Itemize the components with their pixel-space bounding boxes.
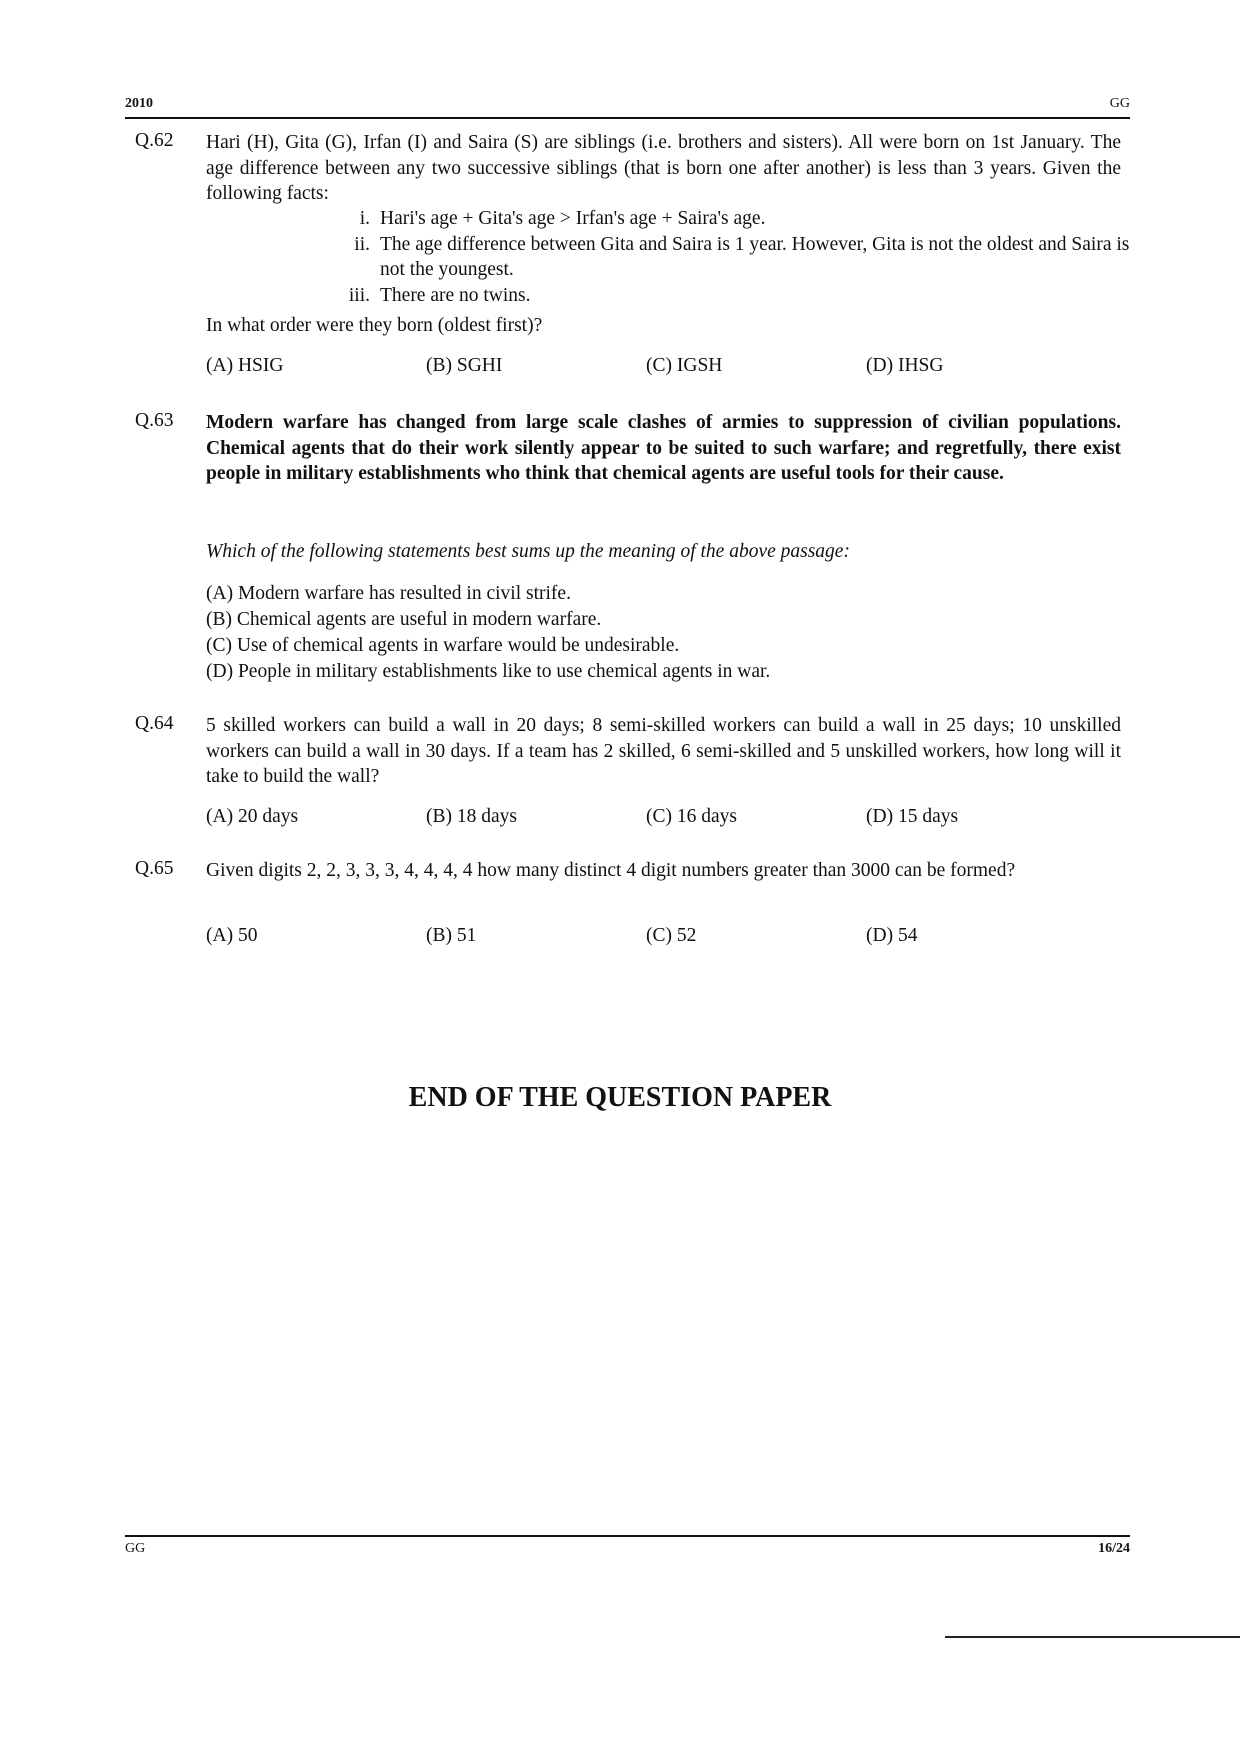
answer-options <box>206 581 1106 685</box>
option-c[interactable]: (C) 52 <box>646 925 697 946</box>
fact-item <box>330 206 1130 232</box>
option-d[interactable]: (D) 15 days <box>866 806 959 827</box>
option-d[interactable]: (D) People in military establishments like to use chemical agents in war. <box>206 661 771 682</box>
question-number: Q.62 <box>135 130 174 151</box>
option-b[interactable]: (B) Chemical agents are useful in modern warfare. <box>206 609 602 630</box>
option-c[interactable]: (C) Use of chemical agents in warfare would be undesirable. <box>206 635 680 656</box>
question-number: Q.64 <box>135 713 174 734</box>
option-a[interactable]: (A) 20 days <box>206 806 299 827</box>
question-stem: Given digits 2, 2, 3, 3, 3, 4, 4, 4, 4 how many distinct 4 digit numbers greater than 3000 can be formed? <box>206 860 1016 881</box>
option-a[interactable]: (A) Modern warfare has resulted in civil strife. <box>206 583 571 604</box>
fact-item <box>330 283 1130 309</box>
fact-numeral: iii. <box>348 284 370 306</box>
fact-item <box>330 232 1130 283</box>
option-d[interactable]: (D) IHSG <box>866 355 944 376</box>
question-prompt: Which of the following statements best sums up the meaning of the above passage: <box>206 541 850 562</box>
question-number: Q.63 <box>135 410 174 431</box>
fact-list <box>330 206 1130 308</box>
header-year: 2010 <box>125 96 153 111</box>
footer-page-number: 16/24 <box>1098 1541 1130 1556</box>
question-passage: Modern warfare has changed from large scale clashes of armies to suppression of civilian populations. Chemical agents that do their work silently appear to be suited to such warfare; and regretfully, there exist people in military establishments who think that chemical agents are useful tools for their cause. <box>206 412 1121 484</box>
option-c[interactable]: (C) IGSH <box>646 355 723 376</box>
footer-paper-code: GG <box>125 1541 146 1556</box>
header-paper-code: GG <box>1109 96 1130 111</box>
option-b[interactable]: (B) 18 days <box>426 806 517 827</box>
fact-text: Hari's age + Gita's age > Irfan's age + Saira's age. <box>380 208 766 229</box>
fact-numeral: i. <box>359 208 370 229</box>
question-stem: Hari (H), Gita (G), Irfan (I) and Saira (S) are siblings (i.e. brothers and sisters). All were born on 1st January. The age difference between any two successive siblings (that is born one after another) is less than 3 years. Given the following facts: <box>206 132 1121 204</box>
fact-text: The age difference between Gita and Saira is 1 year. However, Gita is not the oldest and Saira is not the youngest. <box>380 233 1130 280</box>
end-of-paper-heading: END OF THE QUESTION PAPER <box>408 1082 832 1113</box>
header-rule <box>125 117 1130 119</box>
question-stem: 5 skilled workers can build a wall in 20 days; 8 semi-skilled workers can build a wall in 25 days; 10 unskilled workers can build a wall in 30 days. If a team has 2 skilled, 6 semi-skilled and 5 unskilled workers, how long will it take to build the wall? <box>206 715 1121 787</box>
option-b[interactable]: (B) SGHI <box>426 355 503 376</box>
fact-text: There are no twins. <box>380 284 531 306</box>
scan-artifact-line <box>945 1636 1240 1638</box>
question-number: Q.65 <box>135 858 174 879</box>
footer-rule <box>125 1535 1130 1537</box>
option-b[interactable]: (B) 51 <box>426 925 477 946</box>
option-d[interactable]: (D) 54 <box>866 925 918 946</box>
option-a[interactable]: (A) HSIG <box>206 355 284 376</box>
fact-numeral: ii. <box>354 233 370 255</box>
option-c[interactable]: (C) 16 days <box>646 806 737 827</box>
question-prompt: In what order were they born (oldest first)? <box>206 315 543 336</box>
option-a[interactable]: (A) 50 <box>206 925 258 946</box>
